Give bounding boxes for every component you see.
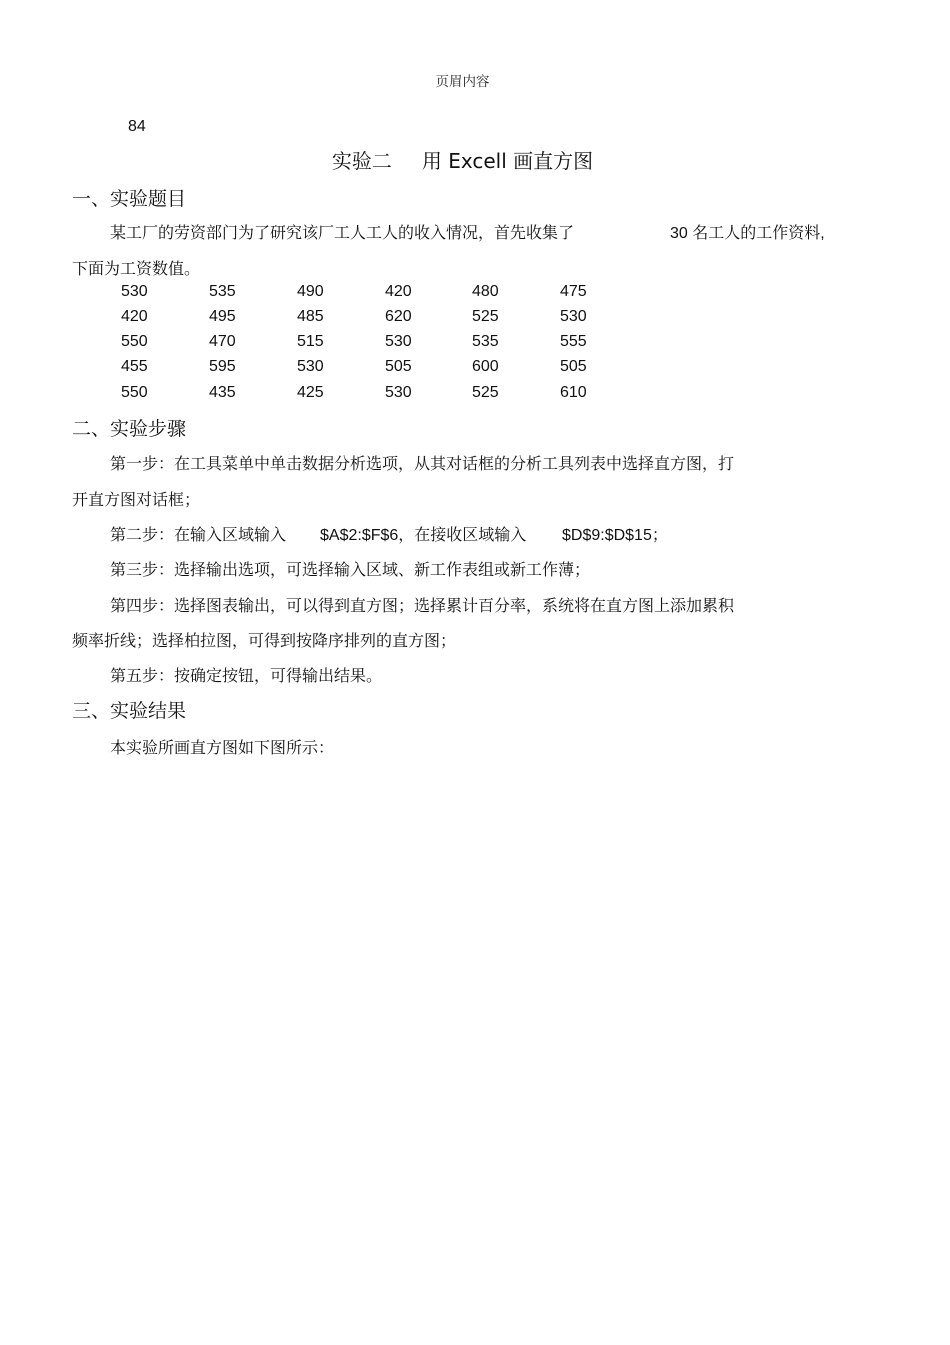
section3-heading: 三、实验结果 [72, 700, 187, 722]
step1-line2: 开直方图对话框； [72, 490, 201, 509]
step3: 第三步：选择输出选项，可选择输入区域、新工作表组或新工作薄； [110, 560, 591, 579]
wage-cell: 530 [560, 308, 587, 325]
wage-cell: 600 [472, 358, 499, 375]
wage-cell: 420 [121, 308, 148, 325]
page-number: 84 [128, 118, 146, 135]
step4-line2: 频率折线；选择柏拉图，可得到按降序排列的直方图； [72, 631, 457, 650]
section1-heading: 一、实验题目 [72, 188, 187, 210]
section3-para: 本实验所画直方图如下图所示： [110, 738, 335, 757]
step2-text-c: $D$9:$D$15； [562, 527, 668, 544]
wage-cell: 425 [297, 384, 324, 401]
wage-cell: 525 [472, 384, 499, 401]
wage-cell: 595 [209, 358, 236, 375]
wage-cell: 455 [121, 358, 148, 375]
wage-cell: 505 [560, 358, 587, 375]
wage-cell: 480 [472, 283, 499, 300]
wage-cell: 530 [385, 333, 412, 350]
wage-cell: 525 [472, 308, 499, 325]
wage-cell: 515 [297, 333, 324, 350]
wage-cell: 550 [121, 384, 148, 401]
step2-text-a: 第二步：在输入区域输入 [110, 525, 287, 544]
wage-cell: 555 [560, 333, 587, 350]
wage-cell: 535 [472, 333, 499, 350]
wage-cell: 530 [297, 358, 324, 375]
title-part1: 实验二 [331, 149, 392, 173]
wage-cell: 490 [297, 283, 324, 300]
wage-cell: 530 [121, 283, 148, 300]
step1-line1: 第一步：在工具菜单中单击数据分析选项，从其对话框的分析工具列表中选择直方图，打 [110, 454, 735, 473]
wage-cell: 505 [385, 358, 412, 375]
section1-para-line1b: 30 名工人的工作资料, [670, 225, 825, 242]
section1-para-line1a: 某工厂的劳资部门为了研究该厂工人工人的收入情况，首先收集了 [110, 223, 575, 242]
step5: 第五步：按确定按钮，可得输出结果。 [110, 666, 383, 685]
wage-cell: 620 [385, 308, 412, 325]
wage-cell: 475 [560, 283, 587, 300]
section1-para-line2: 下面为工资数值。 [72, 259, 201, 278]
wage-cell: 610 [560, 384, 587, 401]
wage-cell: 530 [385, 384, 412, 401]
wage-cell: 485 [297, 308, 324, 325]
wage-cell: 495 [209, 308, 236, 325]
step2-text-b: $A$2:$F$6，在接收区域输入 [320, 527, 527, 544]
wage-cell: 470 [209, 333, 236, 350]
wage-cell: 550 [121, 333, 148, 350]
step4-line1: 第四步：选择图表输出，可以得到直方图；选择累计百分率，系统将在直方图上添加累积 [110, 596, 735, 615]
wage-cell: 535 [209, 283, 236, 300]
section2-heading: 二、实验步骤 [72, 418, 187, 440]
title-part2: 用 Excell 画直方图 [421, 149, 594, 173]
wage-cell: 420 [385, 283, 412, 300]
page-header: 页眉内容 [435, 74, 490, 90]
document-title [0, 145, 925, 174]
wage-cell: 435 [209, 384, 236, 401]
